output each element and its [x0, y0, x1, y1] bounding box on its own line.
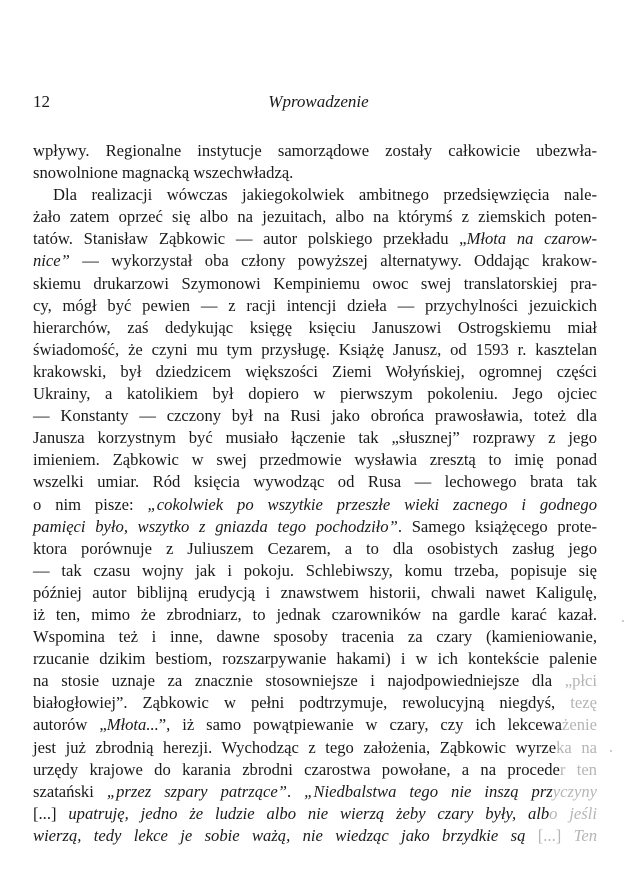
italic-quote: Młota...: [106, 715, 159, 735]
page-number: 12: [33, 92, 50, 111]
text-segment: — wykorzystał oba człony powyższej alternatywy. Oddając krakow-: [69, 251, 597, 271]
text-line: [33, 714, 597, 736]
text-segment: o nim pisze:: [33, 494, 148, 514]
text-line: [33, 604, 597, 626]
italic-quote: wierzą, tedy lekce je sobie ważą, nie wiedząc jako brzydkie są: [33, 825, 526, 845]
text-segment: „płci: [564, 671, 597, 691]
text-line: [33, 560, 597, 582]
scan-speck: [622, 620, 624, 622]
text-segment: hierarchów, zaś dedykując księgę księciu Januszowi Ostrogskiemu miał: [33, 317, 597, 337]
text-segment: iż ten, mimo że zbrodniarz, to jednak czarowników na gardle karać kazał.: [33, 604, 597, 624]
text-line: [33, 250, 597, 272]
text-line: [33, 494, 597, 516]
text-segment: Ukrainy, a katolikiem był dopiero w pierwszym pokoleniu. Jego ojciec: [33, 384, 597, 404]
text-segment: r ten: [559, 759, 597, 779]
italic-quote: yczyny: [552, 781, 597, 801]
text-segment: białogłowiej”. Ząbkowic w pełni podtrzymuje, rewolucyjną niegdyś,: [33, 693, 571, 713]
text-segment: rzucanie dzikim bestiom, rozszarpywanie hakami) i w ich kontekście palenie: [33, 649, 597, 669]
text-segment: snowolnione magnacką wszechwładzą.: [33, 163, 294, 183]
text-segment: wszelki umiar. Ród księcia wywodząc od Rusa — lechowego brata tak: [33, 472, 597, 492]
italic-quote: pamięci było, wszytko z gniazda tego pochodziło”: [33, 516, 398, 536]
text-segment: cy, mógł być pewien — z racji intencji dzieła — przychylności jezuickich: [33, 295, 597, 315]
italic-quote: o jeśli: [549, 803, 597, 823]
text-line: [33, 538, 597, 560]
text-line: [33, 471, 597, 493]
text-line: [33, 273, 597, 295]
text-segment: później autor biblijną erudycją i znawstwem historii, chwali nawet Kaligulę,: [33, 582, 597, 602]
text-line: [33, 361, 597, 383]
text-line: [33, 383, 597, 405]
italic-quote: „cokolwiek po wszytkie przeszłe wieki zacnego i godnego: [147, 494, 597, 514]
text-line: [33, 692, 597, 714]
italic-quote: nice”: [33, 251, 70, 271]
text-line: [33, 140, 597, 162]
text-line: [33, 825, 597, 847]
text-segment: na stosie uznaje za znacznie stosowniejsze i najodpowiedniejsze dla: [33, 671, 565, 691]
text-segment: Janusza korzystnym być musiało łączenie tak „słusznej” rozprawy z jego: [33, 428, 597, 448]
scan-speck: [610, 750, 612, 752]
text-line: [33, 803, 597, 825]
text-segment: żało zatem oprzeć się albo na jezuitach, albo na którymś z ziemskich poten-: [33, 207, 597, 227]
text-segment: [...]: [33, 803, 69, 823]
italic-quote: Ten: [573, 825, 598, 845]
text-line: [33, 449, 597, 471]
text-segment: krakowski, był dziedzicem większości Ziemi Wołyńskiej, ogromnej części: [33, 361, 597, 381]
text-line: [33, 670, 597, 692]
text-segment: .: [286, 781, 305, 801]
italic-quote: „przez szpary patrzące”: [106, 781, 287, 801]
italic-quote: „Niedbalstwa tego nie inszą prz: [304, 781, 553, 801]
text-segment: — tak czasu wojny jak i pokoju. Schlebiwszy, komu trzeba, popisuje się: [33, 560, 597, 580]
text-line: [33, 781, 597, 803]
text-line: [33, 759, 597, 781]
text-segment: ”, iż samo powątpiewanie w czary, czy ich lekcewa: [158, 715, 562, 735]
text-segment: ka na: [556, 737, 597, 757]
text-line: [33, 516, 597, 538]
text-line: [33, 737, 597, 759]
text-segment: . Samego książęcego prote-: [397, 516, 598, 536]
text-segment: szatański: [33, 781, 107, 801]
text-segment: jest już zbrodnią herezji. Wychodząc z tego założenia, Ząbkowic wyrze: [33, 737, 557, 757]
text-segment: urzędy krajowe do karania zbrodni czarostwa powołane, a na procede: [33, 759, 560, 779]
text-segment: [...]: [525, 825, 574, 845]
text-line: [33, 317, 597, 339]
text-segment: wpływy. Regionalne instytucje samorządowe zostały całkowicie ubezwła-: [33, 141, 597, 160]
text-line: [33, 427, 597, 449]
text-line: [33, 162, 597, 184]
text-line: [33, 648, 597, 670]
text-segment: imieniem. Ząbkowic w swej przedmowie wysławia zresztą to imię ponad: [33, 450, 597, 470]
text-line: [33, 206, 597, 228]
text-segment: Dla realizacji wówczas jakiegokolwiek ambitnego przedsięwzięcia nale-: [53, 185, 597, 205]
text-segment: autorów „: [33, 715, 107, 735]
text-line: [33, 339, 597, 361]
text-segment: świadomość, że czyni mu tym przysługę. Książę Janusz, od 1593 r. kasztelan: [33, 339, 597, 359]
text-segment: żenie: [562, 715, 598, 735]
body-text: [33, 140, 597, 847]
text-line: [33, 184, 597, 206]
text-line: [33, 295, 597, 317]
text-segment: — Konstanty — czczony był na Rusi jako obrońca prawosławia, toteż dla: [33, 406, 597, 426]
text-segment: Wspomina też i inne, dawne sposoby tracenia za czary (kamieniowanie,: [33, 627, 597, 647]
text-segment: tezę: [570, 693, 597, 713]
text-line: [33, 405, 597, 427]
text-line: [33, 228, 597, 250]
text-segment: ktora porównuje z Juliuszem Cezarem, a to dla osobistych zasług jego: [33, 538, 597, 558]
italic-quote: upatruję, jedno że ludzie albo nie wierzą żeby czary były, alb: [68, 803, 550, 823]
text-line: [33, 582, 597, 604]
running-header: Wprowadzenie: [268, 92, 369, 111]
text-line: [33, 626, 597, 648]
text-segment: skiemu drukarzowi Szymonowi Kempiniemu owoc swej translatorskiej pra-: [33, 273, 597, 293]
italic-quote: Młota na czarow-: [466, 229, 597, 249]
text-segment: tatów. Stanisław Ząbkowic — autor polskiego przekładu „: [33, 229, 467, 249]
